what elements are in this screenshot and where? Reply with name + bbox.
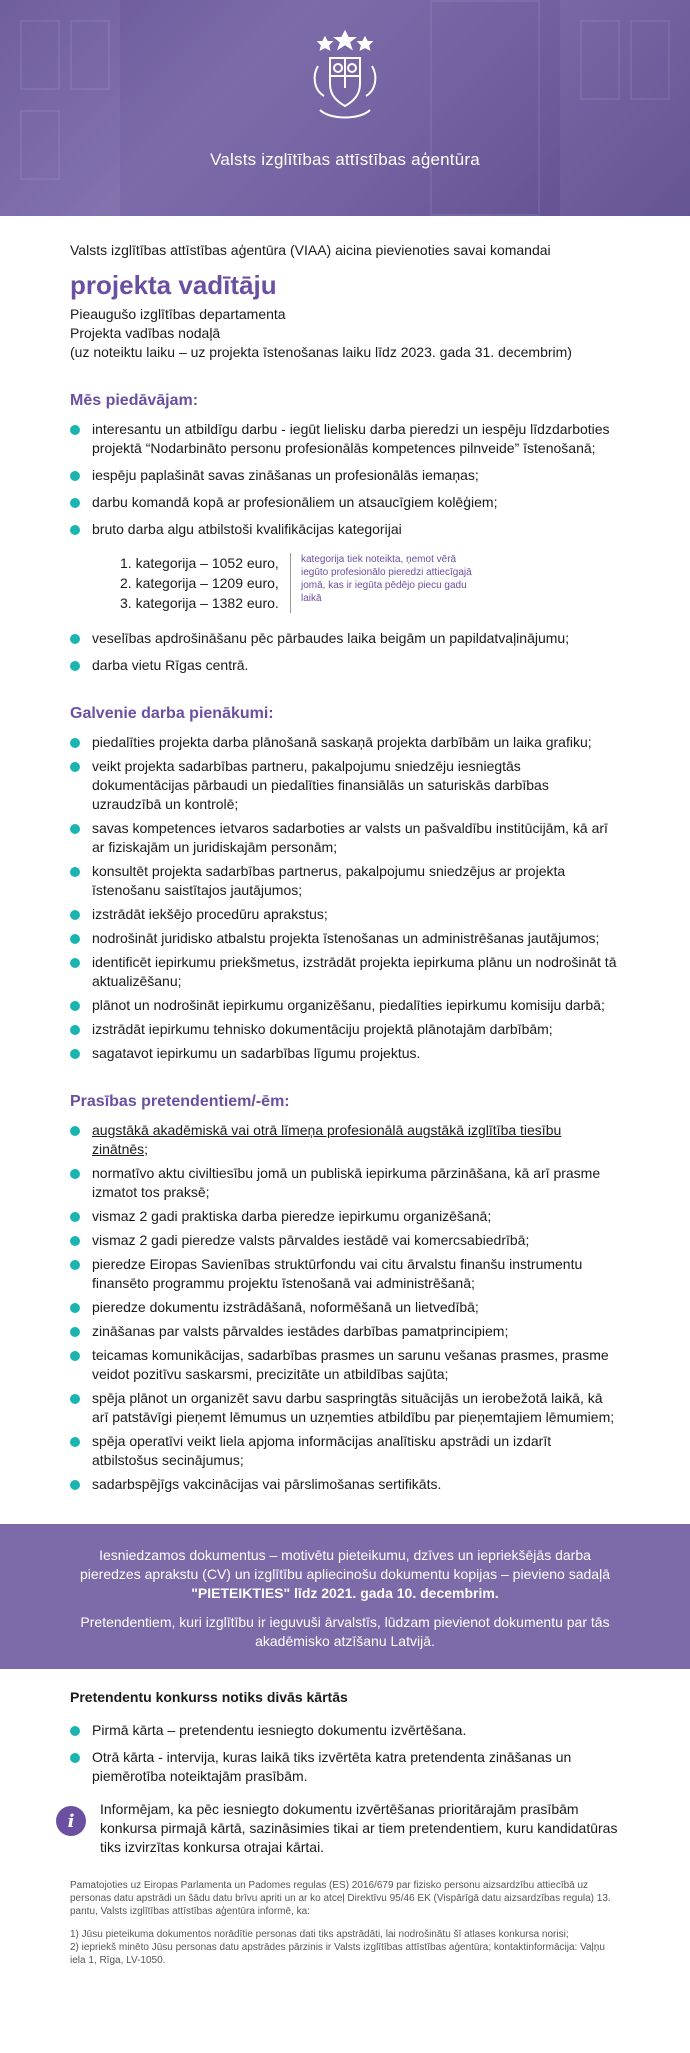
info-notice — [0, 1800, 690, 1857]
list-item: piedalīties projekta darba plānošanā saskaņā projekta darbībām un laika grafiku; — [70, 733, 620, 752]
legal-point: 2) iepriekš minēto Jūsu personas datu apstrādes pārzinis ir Valsts izglītības attīstības aģentūra; kontaktinformācija: Vaļņu iela 1, Rīga, LV-1050. — [70, 1942, 605, 1966]
salary-category: 3. kategorija – 1382 euro. — [120, 595, 279, 611]
submission-deadline: līdz 2021. gada 10. decembrim. — [290, 1585, 499, 1601]
competition-heading: Pretendentu konkurss notiks divās kārtās — [70, 1689, 348, 1705]
agency-name: Valsts izglītības attīstības aģentūra — [210, 150, 480, 169]
salary-category: 2. kategorija – 1209 euro, — [120, 575, 279, 591]
requirements-list — [70, 1121, 620, 1494]
duties-list — [70, 733, 620, 1063]
department-info — [70, 305, 620, 362]
list-item: pieredze Eiropas Savienības struktūrfondu vai citu ārvalstu finanšu instrumentu finansēto programmu projektu īstenošanā vai administrēšanā; — [70, 1255, 620, 1293]
offer-list — [70, 420, 620, 539]
list-item: zināšanas par valsts pārvaldes iestādes darbības pamatprincipiem; — [70, 1322, 620, 1341]
latvia-coat-of-arms-icon — [300, 26, 390, 126]
list-item: Pirmā kārta – pretendentu iesniegto dokumentu izvērtēšana. — [70, 1721, 620, 1740]
legal-point: 1) Jūsu pieteikuma dokumentos norādītie personas dati tiks apstrādāti, lai nodrošinātu šī atlases konkursa norisi; — [70, 1929, 569, 1940]
legal-paragraph — [70, 1928, 620, 1967]
list-item: bruto darba algu atbilstoši kvalifikācijas kategorijai — [70, 520, 620, 539]
list-item: konsultēt projekta sadarbības partnerus, pakalpojumu sniedzējus ar projekta īstenošanu saistītajos jautājumos; — [70, 862, 620, 900]
intro-text: Valsts izglītības attīstības aģentūra (VIAA) aicina pievienoties savai komandai — [70, 242, 551, 258]
offer-heading: Mēs piedāvājam: — [70, 392, 199, 409]
list-item: spēja operatīvi veikt liela apjoma informācijas analītisku apstrādi un izdarīt atbilstošus secinājumus; — [70, 1432, 620, 1470]
job-title: projekta vadītāju — [70, 270, 277, 300]
list-item: vismaz 2 gadi praktiska darba pieredze iepirkumu organizēšanā; — [70, 1207, 620, 1226]
salary-category: 1. kategorija – 1052 euro, — [120, 555, 279, 571]
list-item: veikt projekta sadarbības partneru, pakalpojumu sniedzēju iesniegtās dokumentācijas pārbaudi un piedalīties finansiālās un saturiskās darbības uzraudzībā un kontrolē; — [70, 757, 620, 814]
list-item: darba vietu Rīgas centrā. — [70, 656, 620, 675]
list-item: normatīvo aktu civiltiesību jomā un publiskā iepirkuma pārzināšana, kā arī prasme izmatot tos praksē; — [70, 1164, 620, 1202]
offer-list-extra — [70, 629, 620, 675]
competition-stages — [0, 1721, 690, 1786]
list-item: sagatavot iepirkumu un sadarbības līgumu projektus. — [70, 1044, 620, 1063]
list-item: augstākā akadēmiskā vai otrā līmeņa profesionālā augstākā izglītība tiesību zinātnēs; — [70, 1121, 620, 1159]
list-item: plānot un nodrošināt iepirkumu organizēšanu, piedalīties iepirkumu komisiju darbā; — [70, 996, 620, 1015]
duties-heading: Galvenie darba pienākumi: — [70, 705, 274, 722]
legal-paragraph: Pamatojoties uz Eiropas Parlamenta un Padomes regulas (ES) 2016/679 par fizisko personu aizsardzību attiecībā uz personas datu apstrādi un šādu datu brīvu apriti un ar ko atceļ Direktīvu 95/46 EK (Vispārīgā datu aizsardzības regula) 13. pantu, Valsts izglītības attīstības aģentūra informē, ka: — [70, 1880, 611, 1917]
submission-instructions: Iesniedzamos dokumentus – motivētu pieteikumu, dzīves un iepriekšējās darba pieredzes aprakstu (CV) un izglītību apliecinošu dokumentu kopijas – pievieno sadaļā — [80, 1547, 610, 1582]
info-text: Informējam, ka pēc iesniegto dokumentu izvērtēšanas prioritārajām prasībām konkursa pirmajā kārtā, sazināsimies tikai ar tiem pretendentiem, kuru kandidatūras tiks izvirzītas konkursa otrajai kārtai. — [100, 1801, 618, 1855]
list-item: veselības apdrošināšanu pēc pārbaudes laika beigām un papildatvaļinājumu; — [70, 629, 620, 648]
department: Pieaugušo izglītības departamenta — [70, 306, 286, 322]
list-item: identificēt iepirkumu priekšmetus, izstrādāt projekta iepirkuma plānu un nodrošināt tā aktualizēšanu; — [70, 953, 620, 991]
employment-term: (uz noteiktu laiku – uz projekta īstenošanas laiku līdz 2023. gada 31. decembrim) — [70, 344, 572, 360]
list-item: vismaz 2 gadi pieredze valsts pārvaldes iestādē vai komercsabiedrībā; — [70, 1231, 620, 1250]
division: Projekta vadības nodaļā — [70, 325, 221, 341]
info-icon: i — [56, 1806, 86, 1836]
salary-block — [110, 553, 620, 613]
list-item: darbu komandā kopā ar profesionāliem un atsaucīgiem kolēģiem; — [70, 493, 620, 512]
list-item: spēja plānot un organizēt savu darbu saspringtās situācijās un ierobežotā laikā, kā arī patstāvīgi pieņemt lēmumus un uzņemties atbildību par pieņemtajiem lēmumiem; — [70, 1389, 620, 1427]
list-item: teicamas komunikācijas, sadarbības prasmes un sarunu vešanas prasmes, prasme veidot pozitīvu saskarsmi, precizitāte un atbildības sajūta; — [70, 1346, 620, 1384]
salary-categories — [110, 553, 290, 613]
list-item: pieredze dokumentu izstrādāšanā, noformēšanā un lietvedībā; — [70, 1298, 620, 1317]
list-item: izstrādāt iepirkumu tehnisko dokumentāciju projektā plānotajām darbībām; — [70, 1020, 620, 1039]
list-item: Otrā kārta - intervija, kuras laikā tiks izvērtēta katra pretendenta zināšanas un piemērotība noteiktajām prasībām. — [70, 1748, 620, 1786]
list-item: izstrādāt iekšējo procedūru aprakstus; — [70, 905, 620, 924]
list-item: savas kompetences ietvaros sadarboties ar valsts un pašvaldību institūcijām, kā arī ar fiziskajām un juridiskajām personām; — [70, 819, 620, 857]
list-item: iespēju paplašināt savas zināšanas un profesionālās iemaņas; — [70, 466, 620, 485]
foreign-education-note: Pretendentiem, kuri izglītību ir ieguvuši ārvalstīs, lūdzam pievienot dokumentu par tās akadēmisko atzīšanu Latvijā. — [80, 1614, 610, 1649]
salary-note: kategorija tiek noteikta, ņemot vērā iegūto profesionālo pieredzi attiecīgajā jomā, kas ir iegūta pēdējo piecu gadu laikā — [290, 553, 480, 613]
list-item: sadarbspējīgs vakcinācijas vai pārslimošanas sertifikāts. — [70, 1475, 620, 1494]
list-item: nodrošināt juridisko atbalstu projekta īstenošanas un administrēšanas jautājumos; — [70, 929, 620, 948]
header-banner — [0, 0, 690, 216]
submission-box — [0, 1524, 690, 1669]
apply-link[interactable]: "PIETEIKTIES" — [191, 1585, 291, 1601]
submission-text — [80, 1546, 610, 1603]
requirements-heading: Prasības pretendentiem/-ēm: — [70, 1093, 290, 1110]
list-item: interesantu un atbildīgu darbu - iegūt lielisku darba pieredzi un iespēju līdzdarboties projektā “Nodarbināto personu profesionālās kompetences pilnveide” īstenošanā; — [70, 420, 620, 458]
legal-notice — [0, 1879, 690, 1967]
